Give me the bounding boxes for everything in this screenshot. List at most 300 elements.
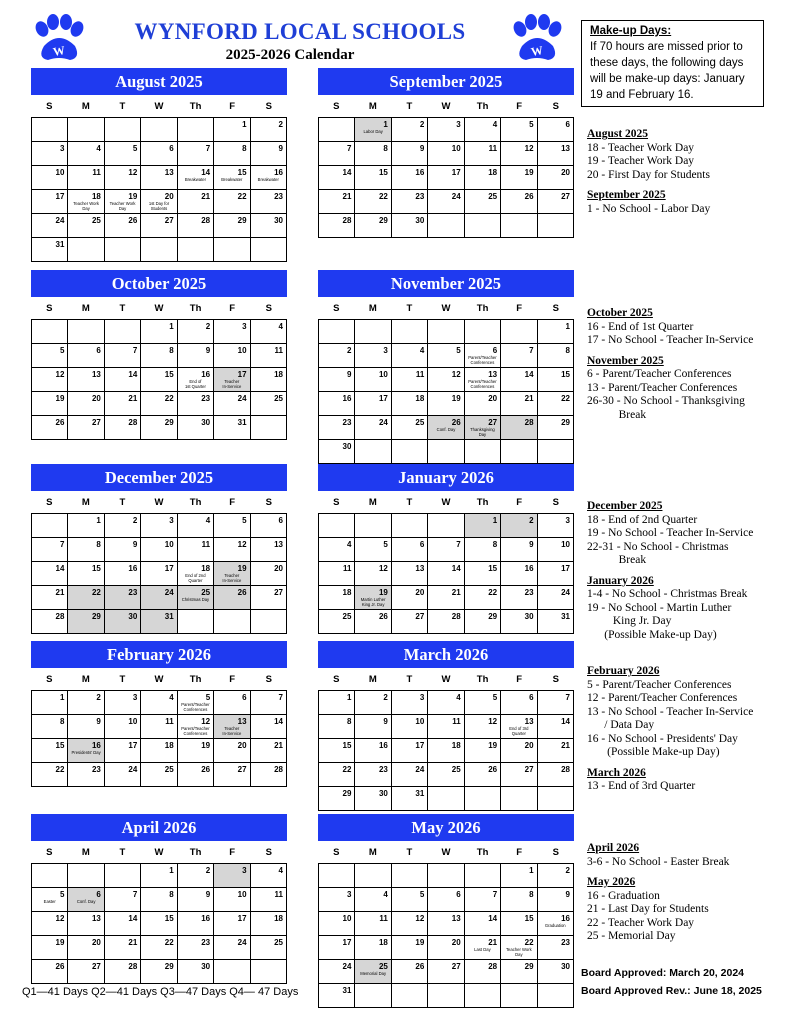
day-number: 17 [55, 192, 65, 201]
day-number: 15 [164, 370, 174, 379]
month-calendar [318, 641, 574, 811]
day-number: 31 [342, 986, 352, 995]
weekday-label: T [119, 302, 126, 314]
weekday-header [31, 668, 287, 690]
day-cell [251, 118, 287, 142]
day-number: 28 [128, 418, 138, 427]
day-number: 24 [237, 394, 247, 403]
weekday-label: Th [189, 100, 202, 112]
weekday-label: Th [189, 673, 202, 685]
day-number: 18 [451, 741, 461, 750]
weekday-label: S [333, 302, 340, 314]
day-number: 9 [419, 144, 425, 153]
day-cell [105, 691, 141, 715]
month-calendar [31, 641, 287, 787]
day-cell [251, 715, 287, 739]
weekday-label: S [46, 496, 53, 508]
day-number: 9 [205, 346, 211, 355]
day-number: 11 [452, 717, 461, 726]
day-cell [32, 416, 68, 440]
note-title: April 2026 [587, 842, 640, 854]
day-cell [319, 610, 355, 634]
day-number: 20 [524, 741, 534, 750]
day-cell [501, 416, 537, 440]
notes-group [587, 842, 787, 951]
day-cell [428, 984, 464, 1008]
day-cell [465, 739, 501, 763]
day-cell [105, 344, 141, 368]
quarter-days: Q1—41 Days Q2—41 Days Q3—47 Days Q4— 47 Days [22, 986, 299, 998]
day-number: 1 [492, 516, 498, 525]
day-cell [178, 691, 214, 715]
day-cell [428, 888, 464, 912]
day-cell [465, 392, 501, 416]
day-number: 10 [237, 890, 247, 899]
day-note: 1st Day for Students [148, 201, 170, 211]
day-number: 30 [524, 612, 534, 621]
day-cell [68, 763, 104, 787]
day-number: 20 [164, 192, 174, 201]
day-number: 21 [55, 588, 65, 597]
day-cell [501, 691, 537, 715]
day-cell [105, 538, 141, 562]
day-number: 11 [342, 564, 352, 573]
day-number: 9 [96, 717, 101, 726]
day-cell [32, 118, 68, 142]
weekday-header [318, 668, 574, 690]
day-number: 4 [383, 890, 388, 899]
day-cell [428, 142, 464, 166]
weekday-label: M [368, 673, 377, 685]
note-line: 6 - Parent/Teacher Conferences [587, 368, 732, 380]
day-cell [319, 739, 355, 763]
day-cell [178, 238, 214, 262]
weekday-label: T [119, 100, 126, 112]
day-cell [251, 691, 287, 715]
day-cell [428, 440, 464, 464]
day-cell [501, 787, 537, 811]
day-cell [538, 392, 574, 416]
day-cell [428, 214, 464, 238]
day-cell [501, 610, 537, 634]
day-number: 11 [201, 540, 211, 549]
day-number: 12 [524, 144, 534, 153]
day-number: 11 [488, 144, 498, 153]
day-cell [392, 166, 428, 190]
day-cell [214, 912, 250, 936]
makeup-line: If 70 hours are missed prior to [590, 41, 743, 53]
day-number: 2 [383, 693, 388, 702]
day-cell [32, 142, 68, 166]
note-line: 16 - Graduation [587, 889, 660, 902]
day-number: 26 [488, 765, 498, 774]
weekday-label: S [333, 673, 340, 685]
day-cell [214, 514, 250, 538]
weekday-label: W [154, 100, 164, 112]
day-cell [465, 763, 501, 787]
day-number: 11 [274, 890, 283, 899]
day-number: 8 [169, 890, 174, 899]
weekday-label: S [552, 302, 559, 314]
day-cell [68, 118, 104, 142]
day-cell [501, 392, 537, 416]
day-number: 8 [169, 346, 174, 355]
day-cell [501, 214, 537, 238]
month-calendar [318, 814, 574, 1008]
day-cell [32, 562, 68, 586]
day-number: 7 [205, 144, 211, 153]
day-cell [355, 368, 391, 392]
makeup-days-box [581, 20, 764, 107]
day-cell [32, 888, 68, 912]
day-number: 26 [451, 418, 461, 427]
day-cell [428, 586, 464, 610]
day-number: 2 [205, 322, 211, 331]
day-cell [465, 416, 501, 440]
day-number: 3 [59, 144, 65, 153]
day-cell [319, 888, 355, 912]
day-number: 17 [378, 394, 388, 403]
day-number: 9 [346, 370, 352, 379]
day-number: 19 [128, 192, 138, 201]
day-number: 24 [561, 588, 570, 597]
day-cell [355, 691, 391, 715]
day-number: 30 [378, 789, 388, 798]
month-title: April 2026 [31, 814, 287, 841]
day-cell [251, 864, 287, 888]
day-cell [465, 864, 501, 888]
day-cell [214, 166, 250, 190]
day-cell [392, 368, 428, 392]
weekday-label: W [441, 846, 451, 858]
weekday-label: M [81, 673, 90, 685]
day-cell [392, 142, 428, 166]
day-number: 27 [524, 765, 534, 774]
month-title: February 2026 [31, 641, 287, 668]
day-number: 12 [488, 717, 498, 726]
day-cell [428, 610, 464, 634]
day-cell [32, 715, 68, 739]
note-line: 25 - Memorial Day [587, 930, 676, 942]
weekday-label: Th [476, 496, 489, 508]
day-cell [141, 142, 177, 166]
day-cell [319, 538, 355, 562]
day-cell [105, 562, 141, 586]
day-number: 6 [169, 144, 174, 153]
day-cell [105, 739, 141, 763]
day-number: 12 [237, 540, 247, 549]
day-number: 10 [378, 370, 388, 379]
weekday-label: F [516, 302, 523, 314]
day-cell [501, 368, 537, 392]
day-cell [214, 238, 250, 262]
day-cell [355, 118, 391, 142]
day-cell [355, 562, 391, 586]
day-cell [538, 888, 574, 912]
day-cell [501, 888, 537, 912]
day-cell [32, 320, 68, 344]
day-cell [251, 392, 287, 416]
day-cell [32, 344, 68, 368]
day-number: 28 [488, 962, 498, 971]
day-cell [319, 763, 355, 787]
day-cell [501, 514, 537, 538]
day-cell [501, 190, 537, 214]
day-cell [465, 960, 501, 984]
day-number: 19 [378, 588, 388, 597]
day-cell [538, 715, 574, 739]
day-number: 29 [91, 612, 101, 621]
day-number: 21 [342, 192, 352, 201]
day-cell [355, 864, 391, 888]
day-cell [68, 739, 104, 763]
day-cell [32, 610, 68, 634]
day-cell [68, 392, 104, 416]
day-cell [319, 142, 355, 166]
weekday-label: F [516, 100, 523, 112]
day-number: 5 [205, 693, 211, 702]
day-cell [68, 368, 104, 392]
day-cell [465, 610, 501, 634]
note-title: October 2025 [587, 307, 653, 319]
day-number: 15 [237, 168, 247, 177]
day-cell [214, 368, 250, 392]
day-cell [319, 691, 355, 715]
day-cell [392, 715, 428, 739]
day-number: 2 [419, 120, 425, 129]
day-number: 23 [91, 765, 101, 774]
day-number: 24 [378, 418, 388, 427]
weekday-label: W [154, 673, 164, 685]
makeup-line: these days, the following days [590, 57, 744, 69]
day-number: 10 [128, 717, 138, 726]
day-cell [251, 416, 287, 440]
board-approved-revised: Board Approved Rev.: June 18, 2025 [581, 985, 762, 997]
day-number: 7 [492, 890, 498, 899]
day-number: 21 [451, 588, 461, 597]
weekday-label: M [81, 496, 90, 508]
day-cell [319, 344, 355, 368]
notes-group [587, 128, 787, 223]
weekday-label: W [441, 100, 451, 112]
note-title: August 2025 [587, 128, 649, 140]
weekday-label: F [516, 496, 523, 508]
note-block [587, 575, 787, 643]
day-cell [355, 739, 391, 763]
day-note: Parent/Teacher Conferences [468, 379, 497, 389]
day-cell [319, 960, 355, 984]
day-number: 10 [451, 144, 461, 153]
day-number: 12 [128, 168, 138, 177]
note-line: 12 - Parent/Teacher Conferences [587, 692, 738, 704]
day-number: 16 [274, 168, 283, 177]
day-cell [105, 763, 141, 787]
day-number: 16 [342, 394, 352, 403]
day-cell [392, 888, 428, 912]
day-cell [178, 190, 214, 214]
weekday-header [318, 491, 574, 513]
month-calendar [31, 270, 287, 440]
month-grid [31, 863, 287, 984]
day-number: 13 [451, 914, 461, 923]
note-line: 1 - No School - Labor Day [587, 202, 711, 215]
day-number: 25 [274, 394, 283, 403]
day-number: 14 [274, 717, 283, 726]
day-cell [465, 912, 501, 936]
day-number: 4 [278, 322, 283, 331]
day-cell [68, 960, 104, 984]
weekday-label: F [229, 496, 236, 508]
day-cell [538, 320, 574, 344]
day-number: 5 [419, 890, 425, 899]
day-cell [68, 320, 104, 344]
day-number: 8 [383, 144, 388, 153]
day-cell [214, 320, 250, 344]
day-number: 6 [456, 890, 461, 899]
day-number: 13 [91, 370, 101, 379]
month-title: September 2025 [318, 68, 574, 95]
day-cell [538, 368, 574, 392]
day-cell [355, 538, 391, 562]
day-cell [32, 864, 68, 888]
day-cell [214, 864, 250, 888]
day-cell [68, 610, 104, 634]
weekday-label: S [333, 100, 340, 112]
makeup-line: 19 and February 16. [590, 89, 694, 101]
day-note: Teacher In-Service [222, 573, 242, 583]
day-cell [141, 214, 177, 238]
day-number: 4 [96, 144, 101, 153]
day-number: 25 [201, 588, 211, 597]
day-note: Christmas Day [181, 597, 210, 602]
day-cell [501, 440, 537, 464]
day-number: 30 [201, 962, 211, 971]
day-number: 30 [561, 962, 570, 971]
day-number: 13 [237, 717, 247, 726]
day-cell [355, 166, 391, 190]
day-number: 1 [529, 866, 534, 875]
day-cell [392, 936, 428, 960]
day-cell [214, 538, 250, 562]
weekday-header [318, 95, 574, 117]
day-cell [68, 715, 104, 739]
day-number: 30 [274, 216, 283, 225]
day-cell [465, 715, 501, 739]
note-line: 26-30 - No School - Thanksgiving [587, 395, 745, 407]
day-number: 17 [415, 741, 425, 750]
month-calendar [318, 464, 574, 634]
day-cell [141, 960, 177, 984]
month-grid [318, 117, 574, 238]
weekday-label: F [229, 673, 236, 685]
note-line: (Possible Make-up Day) [587, 628, 717, 641]
day-cell [465, 538, 501, 562]
day-cell [178, 344, 214, 368]
day-number: 18 [342, 588, 352, 597]
day-cell [32, 514, 68, 538]
day-number: 28 [128, 962, 138, 971]
weekday-label: S [46, 673, 53, 685]
day-number: 8 [242, 144, 247, 153]
day-cell [392, 864, 428, 888]
day-cell [251, 368, 287, 392]
day-cell [465, 586, 501, 610]
day-cell [355, 392, 391, 416]
day-number: 2 [205, 866, 211, 875]
day-number: 30 [342, 442, 352, 451]
day-number: 18 [488, 168, 498, 177]
day-number: 2 [278, 120, 283, 129]
day-number: 2 [346, 346, 352, 355]
day-cell [319, 392, 355, 416]
day-cell [251, 586, 287, 610]
day-number: 20 [91, 938, 101, 947]
day-cell [428, 190, 464, 214]
day-cell [251, 142, 287, 166]
day-number: 4 [278, 866, 283, 875]
day-cell [141, 190, 177, 214]
day-number: 29 [488, 612, 498, 621]
day-number: 3 [346, 890, 352, 899]
day-cell [141, 912, 177, 936]
note-block [587, 767, 787, 794]
day-number: 1 [383, 120, 388, 129]
day-cell [319, 166, 355, 190]
day-cell [32, 960, 68, 984]
day-cell [428, 960, 464, 984]
day-cell [251, 320, 287, 344]
day-number: 2 [96, 693, 101, 702]
day-cell [214, 142, 250, 166]
weekday-label: Th [189, 302, 202, 314]
day-number: 14 [128, 914, 138, 923]
weekday-label: S [333, 496, 340, 508]
day-cell [538, 763, 574, 787]
day-number: 6 [492, 346, 498, 355]
month-grid [31, 513, 287, 634]
day-number: 11 [415, 370, 425, 379]
day-cell [355, 142, 391, 166]
day-number: 30 [128, 612, 138, 621]
day-number: 26 [237, 588, 247, 597]
day-cell [178, 514, 214, 538]
day-cell [319, 214, 355, 238]
day-cell [105, 610, 141, 634]
day-cell [465, 440, 501, 464]
day-cell [538, 416, 574, 440]
day-cell [392, 763, 428, 787]
day-number: 31 [237, 418, 247, 427]
note-title: March 2026 [587, 766, 646, 779]
day-cell [538, 691, 574, 715]
day-cell [214, 392, 250, 416]
day-number: 31 [55, 240, 65, 249]
day-cell [319, 715, 355, 739]
day-number: 27 [91, 962, 101, 971]
day-number: 27 [91, 418, 101, 427]
day-cell [465, 888, 501, 912]
day-cell [465, 368, 501, 392]
note-line: 13 - No School - Teacher In-Service [587, 705, 754, 718]
day-number: 7 [565, 693, 570, 702]
weekday-header [31, 491, 287, 513]
day-number: 22 [91, 588, 101, 597]
day-number: 13 [91, 914, 101, 923]
note-line: 22-31 - No School - Christmas [587, 540, 729, 553]
day-cell [68, 214, 104, 238]
month-calendar [31, 464, 287, 634]
day-number: 18 [378, 938, 388, 947]
